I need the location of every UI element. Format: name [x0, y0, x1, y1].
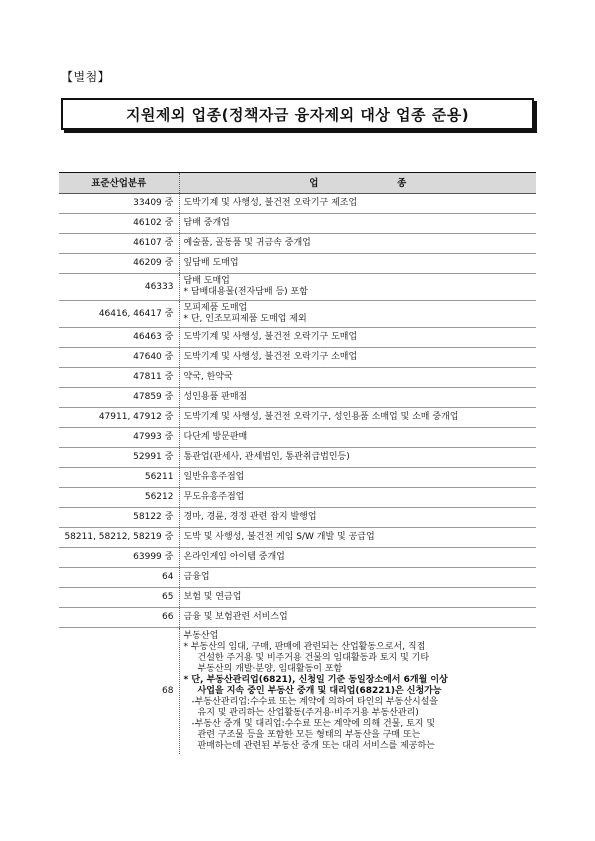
industry-desc-line: 담배 도매업 — [183, 276, 230, 286]
industry-desc-cell — [179, 528, 536, 548]
industry-desc-cell — [179, 468, 536, 488]
industry-code-cell — [59, 488, 179, 508]
industry-desc-line: 일반유흥주점업 — [183, 472, 245, 482]
industry-desc-line: * 단, 인조모피제품 도매업 제외 — [183, 314, 307, 324]
industry-code: 65 — [162, 592, 174, 602]
table-row — [59, 214, 536, 234]
table-row — [59, 568, 536, 588]
industry-desc-cell — [179, 548, 536, 568]
industry-code: 46102 — [133, 218, 162, 228]
industry-code-cell — [59, 568, 179, 588]
industry-desc-cell — [179, 328, 536, 348]
table-row — [59, 468, 536, 488]
excluded-industry-table — [59, 172, 536, 754]
real-estate-note4-a: -부동산 중개 및 대리업:수수료 또는 계약에 의해 건물, 토지 및 — [191, 719, 436, 729]
real-estate-note1-b: 건설한 주거용 및 비주거용 건물의 임대활동과 토지 및 기타 — [197, 653, 430, 663]
industry-desc-cell — [179, 588, 536, 608]
industry-desc-cell — [179, 608, 536, 628]
header-industry-char-1: 업 — [309, 177, 319, 189]
industry-code-suffix: 중 — [164, 392, 174, 402]
industry-code-cell — [59, 368, 179, 388]
industry-desc-cell — [179, 508, 536, 528]
industry-code-cell — [59, 528, 179, 548]
table-row — [59, 234, 536, 254]
industry-desc-line: 예술품, 골동품 및 귀금속 중개업 — [183, 238, 311, 248]
industry-code: 46107 — [133, 238, 162, 248]
industry-code-suffix: 중 — [164, 432, 174, 442]
industry-code: 56211 — [144, 472, 174, 482]
table-header-row — [59, 173, 536, 194]
table-row — [59, 408, 536, 428]
industry-code-suffix: 중 — [164, 532, 174, 542]
industry-desc-line: 도박기계 및 사행성, 불건전 오락기구 소매업 — [183, 352, 358, 362]
industry-code: 58122 — [133, 512, 162, 522]
industry-code-cell — [59, 214, 179, 234]
page-title — [61, 98, 534, 130]
industry-code: 64 — [162, 572, 174, 582]
industry-desc-line: 금융업 — [183, 572, 210, 582]
table-row — [59, 388, 536, 408]
industry-desc-cell — [179, 214, 536, 234]
header-industry — [179, 173, 536, 194]
industry-code: 58211, 58212, 58219 — [64, 532, 162, 542]
industry-code: 66 — [162, 612, 174, 622]
industry-desc-cell — [179, 194, 536, 214]
table-row-real-estate — [59, 628, 536, 755]
annex-tag: 【별첨】 — [61, 70, 111, 84]
table-row — [59, 274, 536, 301]
table-row — [59, 328, 536, 348]
header-code: 표준산업분류 — [59, 173, 179, 194]
real-estate-note3-a: -부동산관리업:수수료 또는 계약에 의하여 타인의 부동산시설을 — [191, 697, 439, 707]
industry-code: 63999 — [133, 552, 162, 562]
industry-code: 46333 — [144, 281, 174, 292]
industry-code-cell — [59, 328, 179, 348]
industry-desc-line: 도박기계 및 사행성, 불건전 오락기구 도매업 — [183, 332, 358, 342]
table-row — [59, 254, 536, 274]
industry-desc-line: 성인용품 판매점 — [183, 392, 248, 402]
industry-desc-line: 온라인게임 아이템 중개업 — [183, 552, 285, 562]
industry-code: 56212 — [144, 492, 174, 502]
industry-code-cell — [59, 274, 179, 301]
table-row — [59, 448, 536, 468]
industry-desc-line: 모피제품 도매업 — [183, 303, 248, 313]
industry-desc-cell — [179, 448, 536, 468]
industry-code-cell — [59, 508, 179, 528]
industry-desc-line: 도박 및 사행성, 불건전 게임 S/W 개발 및 공급업 — [183, 532, 375, 542]
industry-desc-cell — [179, 568, 536, 588]
industry-code-suffix: 중 — [164, 258, 174, 268]
industry-desc-cell — [179, 274, 536, 301]
table-row — [59, 368, 536, 388]
industry-code: 33409 — [133, 198, 162, 208]
industry-desc-cell — [179, 408, 536, 428]
industry-code-suffix: 중 — [164, 198, 174, 208]
industry-code-suffix: 중 — [164, 372, 174, 382]
industry-desc-cell — [179, 428, 536, 448]
industry-code-cell — [59, 234, 179, 254]
table-row — [59, 608, 536, 628]
industry-desc-cell — [179, 488, 536, 508]
table-row — [59, 508, 536, 528]
real-estate-note1-a: * 부동산의 임대, 구매, 판매에 관련되는 산업활동으로서, 직접 — [183, 642, 426, 652]
industry-desc-line: 도박기계 및 사행성, 불건전 오락기구 제조업 — [183, 198, 358, 208]
real-estate-code: 68 — [59, 628, 179, 755]
industry-code-cell — [59, 408, 179, 428]
industry-code: 47911, 47912 — [98, 412, 162, 422]
real-estate-note3-b: 유지 및 관리하는 산업활동(주거용·비주거용 부동산관리) — [197, 708, 419, 718]
industry-desc-line: 보험 및 연금업 — [183, 592, 242, 602]
table-row — [59, 194, 536, 214]
industry-code: 47993 — [133, 432, 162, 442]
industry-code: 46463 — [133, 332, 162, 342]
industry-desc-cell — [179, 348, 536, 368]
industry-code: 52991 — [133, 452, 162, 462]
industry-code-cell — [59, 428, 179, 448]
industry-desc-line: 다단계 방문판매 — [183, 432, 248, 442]
real-estate-title: 부동산업 — [183, 631, 219, 641]
industry-code: 47640 — [133, 352, 162, 362]
real-estate-desc — [179, 628, 536, 755]
header-industry-char-2: 종 — [397, 177, 407, 189]
table-row — [59, 428, 536, 448]
real-estate-note4-c: 판매하는데 관련된 부동산 중개 또는 대리 서비스를 제공하는 — [197, 741, 435, 751]
industry-code-suffix: 중 — [164, 512, 174, 522]
industry-desc-cell — [179, 301, 536, 328]
table-row — [59, 548, 536, 568]
industry-desc-line: 도박기계 및 사행성, 불건전 오락기구, 성인용품 소매업 및 소매 중개업 — [183, 412, 459, 422]
industry-desc-line: 무도유흥주점업 — [183, 492, 245, 502]
page-title-text: 지원제외 업종(정책자금 융자제외 대상 업종 준용) — [125, 105, 470, 124]
industry-code-cell — [59, 388, 179, 408]
industry-code-suffix: 중 — [164, 412, 174, 422]
industry-code-suffix: 중 — [164, 218, 174, 228]
industry-desc-cell — [179, 234, 536, 254]
industry-code-suffix: 중 — [164, 352, 174, 362]
industry-code-suffix: 중 — [164, 332, 174, 342]
industry-desc-line: 경마, 경륜, 경정 관련 잡지 발행업 — [183, 512, 317, 522]
industry-desc-cell — [179, 368, 536, 388]
real-estate-note2-b: 사업을 지속 중인 부동산 중개 및 대리업(68221)은 신청가능 — [197, 686, 442, 696]
industry-code: 46416, 46417 — [98, 308, 162, 319]
industry-code-cell — [59, 588, 179, 608]
industry-desc-line: 담배 중개업 — [183, 218, 230, 228]
real-estate-note1-c: 부동산의 개발·분양, 임대활동이 포함 — [197, 664, 343, 674]
table-row — [59, 528, 536, 548]
industry-desc-cell — [179, 388, 536, 408]
industry-code-cell — [59, 608, 179, 628]
industry-code-cell — [59, 194, 179, 214]
industry-code-cell — [59, 468, 179, 488]
real-estate-note2-a: * 단, 부동산관리업(6821), 신청일 기준 동일장소에서 6개월 이상 — [183, 675, 448, 685]
industry-desc-line: 통관업(관세사, 관세법인, 통관취급법인등) — [183, 452, 350, 462]
industry-desc-line: 금융 및 보험관련 서비스업 — [183, 612, 288, 622]
real-estate-note4-b: 관련 구조물 등을 포함한 모든 형태의 부동산을 구매 또는 — [197, 730, 421, 740]
table-row — [59, 488, 536, 508]
industry-code-suffix: 중 — [164, 238, 174, 248]
industry-desc-line: 약국, 한약국 — [183, 372, 233, 382]
table-row — [59, 348, 536, 368]
industry-code-cell — [59, 254, 179, 274]
table-row — [59, 588, 536, 608]
industry-code-cell — [59, 348, 179, 368]
industry-desc-cell — [179, 254, 536, 274]
industry-desc-line: * 담배대용물(전자담배 등) 포함 — [183, 287, 308, 297]
industry-desc-line: 잎담배 도매업 — [183, 258, 239, 268]
industry-code-suffix: 중 — [164, 452, 174, 462]
table-row — [59, 301, 536, 328]
industry-code-suffix: 중 — [164, 552, 174, 562]
industry-code-suffix: 중 — [164, 308, 174, 319]
industry-code-cell — [59, 301, 179, 328]
industry-code-cell — [59, 548, 179, 568]
industry-code: 47811 — [133, 372, 162, 382]
table-body — [59, 194, 536, 628]
industry-code: 47859 — [133, 392, 162, 402]
industry-code: 46209 — [133, 258, 162, 268]
industry-code-cell — [59, 448, 179, 468]
